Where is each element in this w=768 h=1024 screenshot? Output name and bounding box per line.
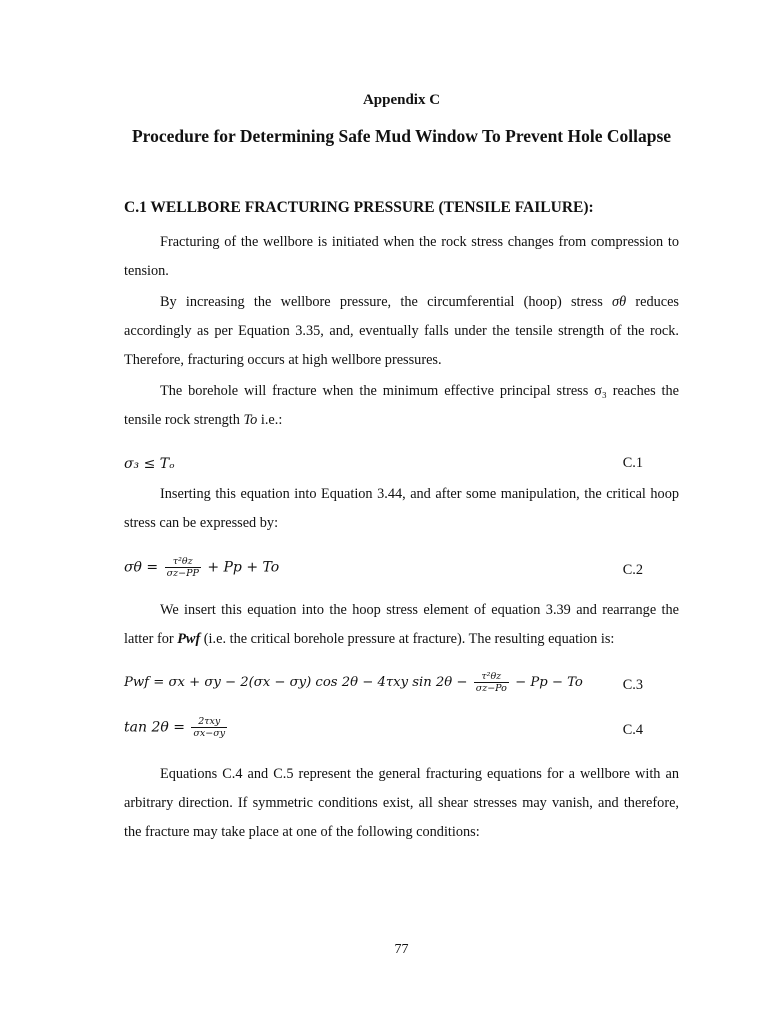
equation-c1 (124, 446, 679, 476)
equation-fraction (474, 671, 509, 694)
equation-expression (124, 671, 583, 694)
paragraph-fracturing-intro: Fracturing of the wellbore is initiated when the rock stress changes from compression to tension. (124, 234, 679, 279)
equation-c3 (124, 668, 679, 698)
paragraph-borehole-fracture (124, 377, 679, 435)
equation-expression: σ₃ ≤ Tₒ (124, 456, 175, 472)
fraction-numerator: 2τxy (191, 716, 227, 728)
fracture-pressure-symbol: Pwf (177, 631, 201, 647)
fraction-denominator: σz−PP (166, 568, 199, 579)
page-number: 77 (394, 942, 409, 957)
page-title: Procedure for Determining Safe Mud Window To Prevent Hole Collapse (131, 126, 672, 146)
equation-c2 (124, 553, 679, 583)
section-heading: C.1 WELLBORE FRACTURING PRESSURE (TENSILE FAILURE): (124, 199, 594, 216)
fraction-denominator: σz−Po (475, 683, 507, 694)
equation-lhs: tan 2θ = (124, 719, 185, 736)
paragraph-text: The borehole will fracture when the minimum effective principal stress σ₃ reaches the tensile rock strength (124, 383, 679, 428)
hoop-stress-symbol: σθ (612, 294, 627, 310)
equation-rest: − Pp − To (515, 675, 583, 690)
paragraph-text: By increasing the wellbore pressure, the circumferential (hoop) stress (160, 294, 613, 310)
paragraph-text: We insert this equation into the hoop stress element of equation 3.39 and rearrange the latter for (124, 602, 679, 647)
paragraph-general-equations: Equations C.4 and C.5 represent the general fracturing equations for a wellbore with an arbitrary direction. If symmetric conditions exist, all shear stresses may vanish, and therefore, the fracture may take place at one of the following conditions: (124, 766, 679, 840)
equation-rest: + Pp + To (207, 559, 280, 576)
paragraph-text: (i.e. the critical borehole pressure at fracture). The resulting equation is: (200, 631, 615, 647)
paragraph-hoop-stress (124, 288, 679, 375)
equation-expression (124, 716, 229, 739)
equation-number: C.2 (622, 562, 643, 578)
equation-fraction (191, 716, 227, 739)
paragraph-text: i.e.: (257, 412, 283, 428)
paragraph-text: reduces accordingly as per Equation 3.35, and, eventually falls under the tensile strength of the rock. Therefore, fracturing occurs at high wellbore pressures. (124, 294, 679, 368)
equation-expression (124, 556, 279, 579)
paragraph-critical-hoop: Inserting this equation into Equation 3.44, and after some manipulation, the critical hoop stress can be expressed by: (124, 486, 679, 531)
fraction-denominator: σx−σy (193, 728, 226, 739)
equation-fraction (165, 556, 201, 579)
equation-number: C.4 (622, 722, 643, 738)
paragraph-insert-equation (124, 596, 679, 654)
equation-lhs: σθ = (124, 559, 159, 576)
tensile-strength-symbol: To (243, 412, 258, 428)
equation-number: C.3 (622, 677, 643, 693)
equation-lhs: Pwf = σx + σy − 2(σx − σy) cos 2θ − 4τxy sin 2θ − (124, 675, 468, 690)
appendix-label: Appendix C (362, 92, 441, 108)
fraction-numerator: τ²θz (474, 671, 509, 683)
equation-number: C.1 (622, 455, 643, 471)
fraction-numerator: τ²θz (165, 556, 201, 568)
equation-c4 (124, 713, 679, 743)
